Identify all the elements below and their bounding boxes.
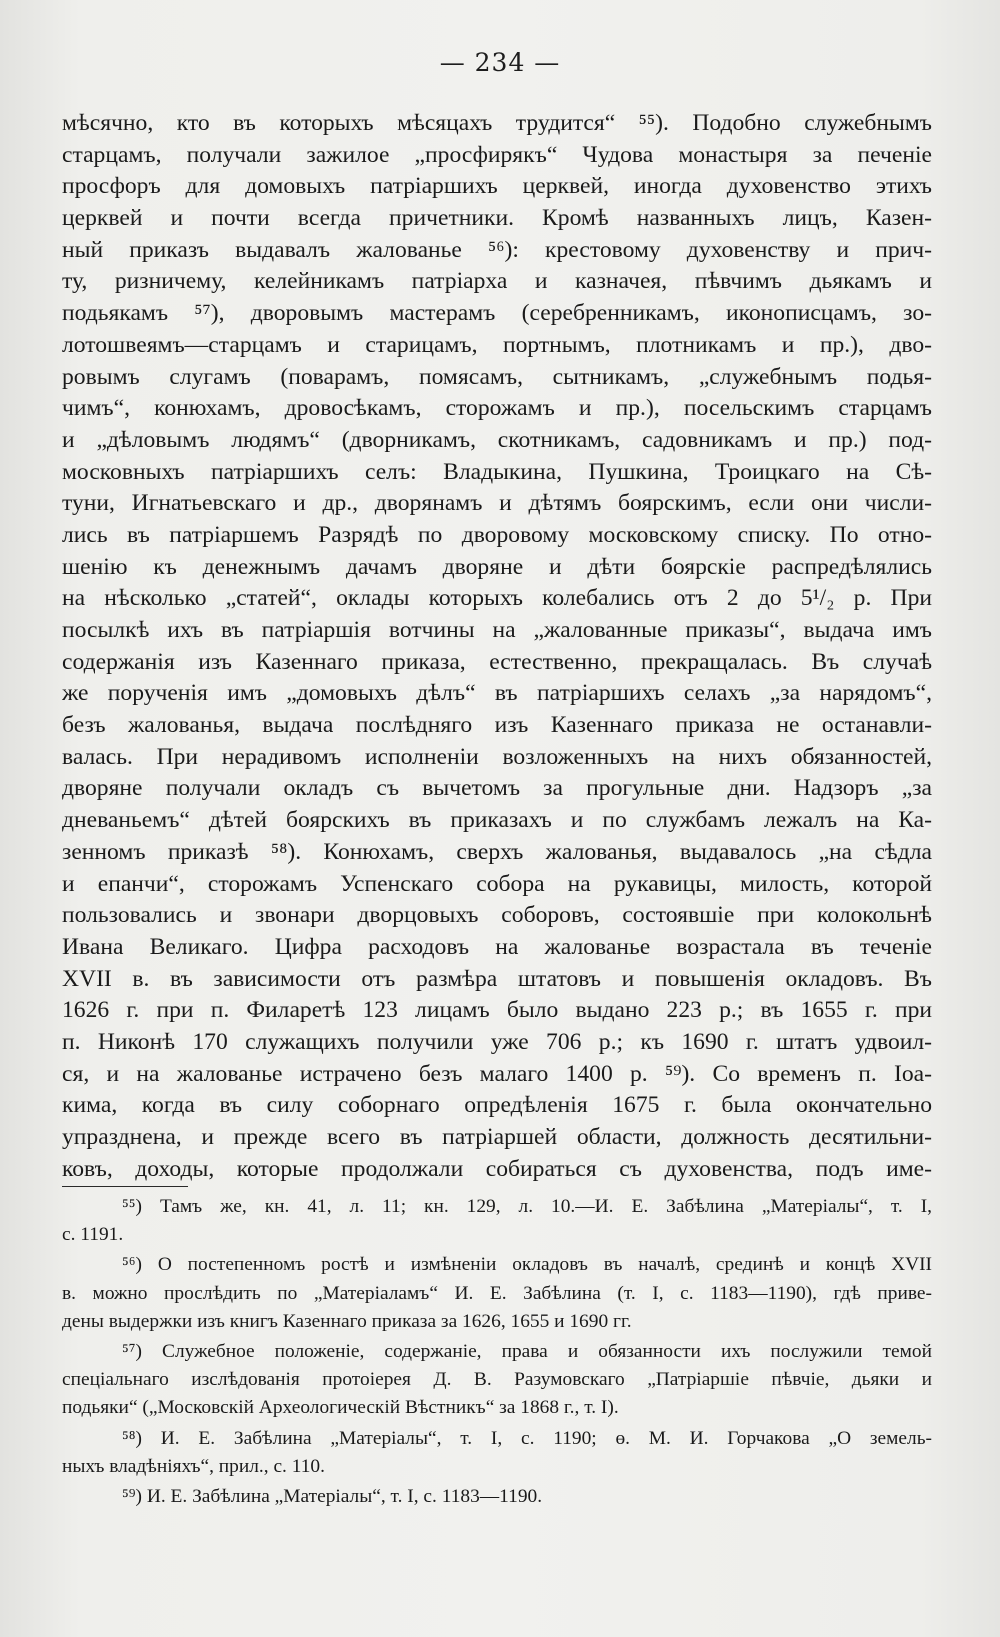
footnotes (62, 1193, 932, 1511)
body-line: п. Никонѣ 170 служащихъ получили уже 706 р.; къ 1690 г. штатъ удвоил- (62, 1028, 932, 1055)
footnote-line: спеціальнаго изслѣдованія протоіерея Д. В. Разумовскаго „Патріаршіе пѣвчіе, дьяки и (62, 1369, 932, 1391)
body-line: мѣсячно, кто въ которыхъ мѣсяцахъ трудится“ ⁵⁵). Подобно служебнымъ (62, 110, 932, 136)
footnote-line: ныхъ владѣніяхъ“, прил., с. 110. (62, 1455, 325, 1477)
body-line: старцамъ, получали зажилое „просфирякъ“ Чудова монастыря за печеніе (62, 141, 932, 168)
footnote-line: ⁵⁸) И. Е. Забѣлина „Матеріалы“, т. I, с. 1190; ө. М. И. Горчакова „О земель- (122, 1427, 932, 1449)
body-line: безъ жалованья, выдача послѣдняго изъ Казеннаго приказа не останавли- (62, 712, 932, 739)
body-line: пользовались и звонари дворцовыхъ соборовъ, состоявшіе при колокольнѣ (62, 902, 932, 929)
footnote-line: ⁵⁷) Служебное положеніе, содержаніе, права и обязанности ихъ послужили темой (122, 1340, 932, 1362)
body-line: и епанчи“, сторожамъ Успенскаго собора на рукавицы, милость, которой (62, 870, 932, 897)
body-line: шенію къ денежнымъ дачамъ дворяне и дѣти боярскіе распредѣлялись (62, 553, 932, 580)
body-line: лотошвеямъ—старцамъ и старицамъ, портнымъ, плотникамъ и пр.), дво- (62, 331, 932, 358)
footnote-line: подьяки“ („Московскій Археологическій Вѣстникъ“ за 1868 г., т. I). (62, 1397, 619, 1419)
body-line: просфоръ для домовыхъ патріаршихъ церквей, иногда духовенство этихъ (62, 173, 932, 200)
page-number: — 234 — (439, 48, 561, 77)
body-line: упразднена, и прежде всего въ патріаршей области, должность десятильни- (62, 1124, 932, 1150)
body-line: ту, ризничему, келейникамъ патріарха и казначея, пѣвчимъ дьякамъ и (62, 268, 932, 295)
body-line: московныхъ патріаршихъ селъ: Владыкина, Пушкина, Троицкаго на Сѣ- (62, 458, 932, 485)
footnote-line: ⁵⁵) Тамъ же, кн. 41, л. 11; кн. 129, л. 10.—И. Е. Забѣлина „Матеріалы“, т. I, (122, 1196, 932, 1217)
body-line: церквей и почти всегда причетники. Кромѣ названныхъ лицъ, Казен- (62, 205, 932, 232)
body-line: ся, и на жалованье истрачено безъ малаго 1400 р. ⁵⁹). Со временъ п. Іоа- (62, 1060, 932, 1087)
footnote-line: дены выдержки изъ книгъ Казеннаго приказа за 1626, 1655 и 1690 гг. (62, 1310, 632, 1332)
body-line: содержанія изъ Казеннаго приказа, естественно, прекращалась. Въ случаѣ (62, 648, 932, 675)
footnote-line: ⁵⁹) И. Е. Забѣлина „Матеріалы“, т. I, с. 1183—1190. (122, 1485, 543, 1507)
body-line: лись въ патріаршемъ Разрядѣ по дворовому московскому списку. По отно- (62, 521, 932, 548)
body-line: подьякамъ ⁵⁷), дворовымъ мастерамъ (серебренникамъ, иконописцамъ, зо- (62, 300, 932, 327)
body-line: ровымъ слугамъ (поварамъ, помясамъ, сытникамъ, „служебнымъ подья- (62, 363, 932, 390)
body-line: чимъ“, конюхамъ, дровосѣкамъ, сторожамъ и пр.), посельскимъ старцамъ (62, 395, 932, 422)
body-line: посылкѣ ихъ въ патріаршія вотчины на „жалованные приказы“, выдача имъ (62, 617, 932, 643)
footnote-line: в. можно прослѣдить по „Матеріаламъ“ И. Е. Забѣлина (т. I, с. 1183—1190), гдѣ приве- (62, 1282, 932, 1304)
footnote-separator (62, 1186, 188, 1187)
body-line: кима, когда въ силу соборнаго опредѣленія 1675 г. была окончательно (62, 1092, 932, 1119)
body-line: дневаньемъ“ дѣтей боярскихъ въ приказахъ и по службамъ лежалъ на Ка- (62, 807, 932, 834)
footnote-line: ⁵⁶) О постепенномъ ростѣ и измѣненіи окладовъ въ началѣ, срединѣ и концѣ XVII (122, 1254, 932, 1276)
body-line: и „дѣловымъ людямъ“ (дворникамъ, скотникамъ, садовникамъ и пр.) под- (62, 426, 932, 453)
body-line: ковъ, доходы, которые продолжали собираться съ духовенства, подъ име- (62, 1155, 932, 1182)
body-line: 1626 г. при п. Филаретѣ 123 лицамъ было выдано 223 р.; въ 1655 г. при (62, 997, 932, 1024)
body-line: зенномъ приказѣ ⁵⁸). Конюхамъ, сверхъ жалованья, выдавалось „на сѣдла (62, 838, 932, 865)
body-line: ный приказъ выдавалъ жалованье ⁵⁶): крестовому духовенству и прич- (62, 236, 932, 263)
body-line: туни, Игнатьевскаго и др., дворянамъ и дѣтямъ боярскимъ, если они числи- (62, 490, 932, 517)
body-line: валась. При нерадивомъ исполненіи возложенныхъ на нихъ обязанностей, (62, 743, 932, 770)
body-line: же порученія имъ „домовыхъ дѣлъ“ въ патріаршихъ селахъ „за нарядомъ“, (62, 680, 932, 707)
body-text (62, 108, 932, 1185)
body-line: на нѣсколько „статей“, оклады которыхъ колебались отъ 2 до 5¹/₂ р. При (62, 585, 932, 612)
body-line: XVII в. въ зависимости отъ размѣра штатовъ и повышенія окладовъ. Въ (62, 965, 932, 992)
body-line: дворяне получали окладъ съ вычетомъ за прогульные дни. Надзоръ „за (62, 775, 932, 802)
body-line: Ивана Великаго. Цифра расходовъ на жалованье возрастала въ теченіе (62, 933, 932, 960)
footnote-line: с. 1191. (62, 1224, 124, 1246)
